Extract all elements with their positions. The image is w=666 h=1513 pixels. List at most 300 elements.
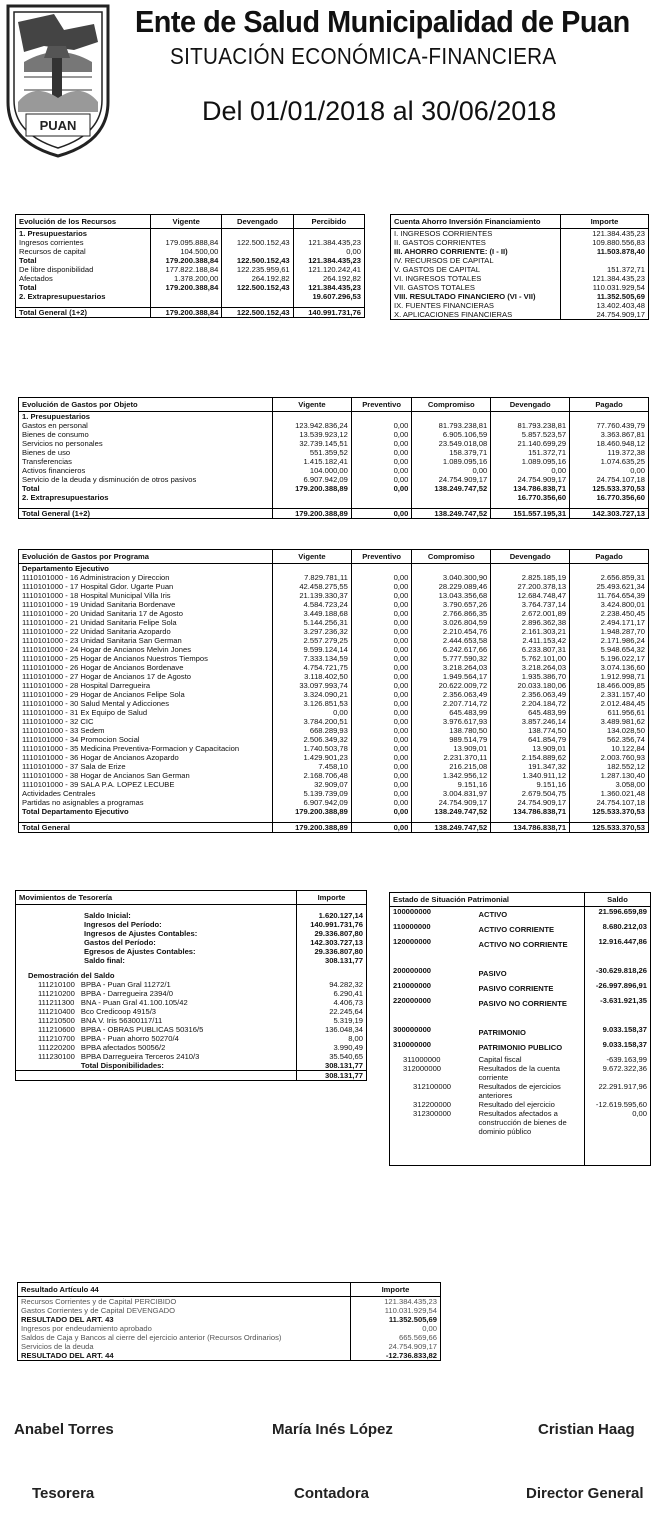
table-row [16,989,367,998]
table-row [16,947,367,956]
table-cell: BPBA - Puan ahorro 50270/4 [80,1033,179,1043]
col-header: Saldo [585,893,651,907]
table-cell: 18.466.009,85 [570,681,649,690]
table-cell: Resultados de ejercicios anteriores [478,1081,561,1100]
table-cell: 10.122,84 [570,744,649,753]
table-row [19,582,649,591]
table-cell: 24.754.107,18 [570,475,649,484]
col-header: Vigente [273,550,352,564]
table-cell: 1110101000 - 31 Ex Equipo de Salud [22,708,148,717]
table-cell: 0,00 [351,609,411,618]
table-cell: 3.218.264,03 [412,663,491,672]
table-cell: Departamento Ejecutivo [22,564,109,573]
table-cell: 20.622.009,72 [412,681,491,690]
table-cell: 2.356.063,49 [412,690,491,699]
table-cell: 21.596.659,89 [585,907,651,922]
table-cell: 1110101000 - 27 Hogar de Ancianos 17 de Agosto [22,672,192,681]
table-cell: 1110101000 - 24 Hogar de Ancianos Melvin Jones [22,645,192,654]
table-cell: 25.493.621,34 [570,582,649,591]
table-cell: Ingresos de Ajustes Contables: [84,928,198,938]
table-cell: 0,00 [351,654,411,663]
table-cell: 1110101000 - 39 SALA P.A. LOPEZ LECUBE [22,780,175,789]
table-cell: 142.303.727,13 [297,938,367,947]
table-cell [491,564,570,574]
table-cell: BPBA - Puan Gral 11272/1 [80,979,171,989]
table-cell: 121.384.435,23 [293,256,364,265]
col-header: Vigente [273,398,352,412]
table-cell: 8.680.212,03 [585,922,651,937]
table-cell: 3.790.657,26 [412,600,491,609]
table-cell: 1110101000 - 20 Unidad Sanitaria 17 de Agosto [22,609,183,618]
signature-name: Anabel Torres [14,1421,114,1438]
table-row [391,292,649,301]
signature-role: Tesorera [32,1485,95,1502]
table-cell: 0,00 [351,600,411,609]
table-cell: 111210400 [38,1006,75,1016]
table-cell [476,952,585,966]
col-header: Devengado [491,550,570,564]
table-cell: 0,00 [351,735,411,744]
table-row [16,1052,367,1061]
municipal-crest-logo [4,2,112,160]
col-header: Importe [351,1283,441,1297]
col-header: Devengado [222,215,293,229]
table-row [16,307,365,317]
table-cell: 1110101000 - 38 Hogar de Ancianos San German [22,771,190,780]
table-cell: 2.557.279,25 [273,636,352,645]
col-header: Compromiso [412,550,491,564]
table-cell: 0,00 [351,421,411,430]
table-cell: -26.997.896,91 [585,981,651,996]
table-row [391,229,649,239]
table-cell: 35.540,65 [297,1052,367,1061]
table-cell: Ingresos corrientes [19,238,84,247]
table-row [16,929,367,938]
table-cell: 312100000 [413,1081,452,1091]
table-row [19,753,649,762]
table-cell: 179.200.388,89 [273,822,352,832]
table-cell: 1110101000 - 21 Unidad Sanitaria Felipe Sola [22,618,177,627]
table-row [19,600,649,609]
table-row [19,430,649,439]
table-cell: 111210500 [38,1015,75,1025]
table-cell [585,1136,651,1166]
table-row [19,654,649,663]
table-cell: Gastos en personal [22,421,88,430]
table-cell: 665.569,66 [351,1333,441,1342]
table-cell: 216.215,08 [412,762,491,771]
table-cell: 21.139.330,37 [273,591,352,600]
table-cell: 28.229.089,46 [412,582,491,591]
table-cell: 0,00 [585,1109,651,1136]
table-cell: 125.533.370,53 [570,807,649,816]
table-cell: 24.754.909,17 [491,798,570,807]
table-row [16,956,367,965]
col-header: Movimientos de Tesorería [16,891,297,905]
table-cell: 0,00 [351,475,411,484]
table-cell: BNA - Puan Gral 41.100.105/42 [80,997,188,1007]
table-cell: 110000000 [393,921,431,931]
table-cell: 125.533.370,53 [570,484,649,493]
table-cell: 0,00 [351,448,411,457]
table-cell: 2. Extrapresupuestarios [22,493,109,502]
table-cell: 2.494.171,17 [570,618,649,627]
table-cell: 1.089.095,16 [491,457,570,466]
table-row [390,1011,651,1025]
table-row [16,1061,367,1071]
table-cell: Total Departamento Ejecutivo [22,807,129,816]
table-row [391,274,649,283]
table-cell: 9.033.158,37 [585,1040,651,1055]
table-row [19,627,649,636]
table-cell: 0,00 [351,789,411,798]
table-cell [390,952,476,966]
table-row [16,247,365,256]
table-cell: 3.026.804,59 [412,618,491,627]
table-cell [273,412,352,422]
table-cell: 2.331.157,40 [570,690,649,699]
table-row [390,952,651,966]
table-cell: 0,00 [351,582,411,591]
col-header: Cuenta Ahorro Inversión Financiamiento [391,215,561,229]
table-cell: 120000000 [393,936,432,946]
table-cell: 179.095.888,84 [151,238,222,247]
table-row [19,771,649,780]
table-cell: Bienes de consumo [22,430,89,439]
col-header: Preventivo [351,398,411,412]
table-cell: Transferencias [22,457,72,466]
table-cell: 5.762.101,00 [491,654,570,663]
table-cell: III. AHORRO CORRIENTE: (I - II) [394,247,508,256]
table-cell: 0,00 [351,618,411,627]
table-cell: 1.740.503,78 [273,744,352,753]
table-row [16,1007,367,1016]
table-cell: 22.291.917,96 [585,1082,651,1100]
table-row [16,920,367,929]
table-cell: 0,00 [273,708,352,717]
table-cell: 122.500.152,43 [222,283,293,292]
table-cell: 3.976.617,93 [412,717,491,726]
table-cell: 9.151,16 [412,780,491,789]
table-row [18,1324,441,1333]
table-row [18,1342,441,1351]
table-cell: Resultados afectados a construcción de bienes de dominio público [478,1108,567,1136]
table-cell: 308.131,77 [297,956,367,965]
table-cell: 220000000 [393,995,432,1005]
table-row [19,822,649,832]
table-cell: 121.384.435,23 [561,229,649,239]
table-cell: Capital fiscal [478,1054,522,1064]
table-cell: Demostración del Saldo [28,970,115,980]
table-cell: 6.907.942,09 [273,798,352,807]
table-cell: 138.780,50 [412,726,491,735]
table-cell: 111220200 [38,1042,75,1052]
table-cell: 24.754.909,17 [412,798,491,807]
table-cell [390,1011,476,1025]
table-cell: 1.912.998,71 [570,672,649,681]
table-cell: 3.118.402,50 [273,672,352,681]
table-cell: 111211300 [38,997,75,1007]
table-cell: 24.754.909,17 [351,1342,441,1351]
table-cell: 989.514,79 [412,735,491,744]
table-cell: 111210100 [38,979,75,989]
table-cell: 551.359,52 [273,448,352,457]
table-cell: 16.770.356,60 [570,493,649,502]
table-cell: 1.620.127,14 [297,911,367,920]
table-row [390,1055,651,1064]
table-cell: 2.168.706,48 [273,771,352,780]
table-row [390,996,651,1011]
table-cell: 1110101000 - 18 Hospital Municipal Villa Iris [22,591,171,600]
table-cell: PASIVO CORRIENTE [478,983,554,993]
table-cell: Saldo Inicial: [84,910,131,920]
table-row [16,938,367,947]
table-cell: 121.384.435,23 [293,238,364,247]
table-row [390,1040,651,1055]
crest-label: PUAN [39,118,77,133]
table-cell: RESULTADO DEL ART. 43 [21,1315,114,1324]
table-cell: 0,00 [351,690,411,699]
table-row [19,807,649,816]
table-cell: 12.916.447,86 [585,937,651,952]
table-cell: 0,00 [351,798,411,807]
table-cell: 20.033.180,06 [491,681,570,690]
table-cell: 645.483,99 [412,708,491,717]
table-cell: 11.764.654,39 [570,591,649,600]
table-cell: PASIVO NO CORRIENTE [478,998,567,1008]
table-cell: 611.956,61 [570,708,649,717]
table-cell: 1110101000 - 36 Hogar de Ancianos Azopardo [22,753,179,762]
table-cell: 6.905.106,59 [412,430,491,439]
table-cell: 1110101000 - 28 Hospital Darregueira [22,681,151,690]
table-cell: 2.672.001,89 [491,609,570,618]
table-cell [390,1136,476,1166]
table-cell: 1110101000 - 37 Sala de Erize [22,762,126,771]
col-header: Compromiso [412,398,491,412]
table-row [19,726,649,735]
table-row [16,265,365,274]
signature-name: María Inés López [272,1421,393,1438]
table-row [391,247,649,256]
table-row [19,636,649,645]
table-row [19,681,649,690]
table-row [391,256,649,265]
table-cell: 111210700 [38,1033,75,1043]
table-cell: 1110101000 - 26 Hogar de Ancianos Bordenave [22,663,184,672]
table-cell: 1110101000 - 22 Unidad Sanitaria Azopardo [22,627,171,636]
table-cell: 81.793.238,81 [491,421,570,430]
table-cell: 2.679.504,75 [491,789,570,798]
table-cell: Servicio de la deuda y disminución de otros pasivos [22,475,197,484]
table-row [18,1297,441,1307]
table-row [19,493,649,502]
table-cell: BPBA - OBRAS PUBLICAS 50316/5 [80,1024,204,1034]
table-row [16,971,367,980]
table-cell: 0,00 [351,807,411,816]
table-cell: 151.557.195,31 [491,508,570,518]
table-cell [585,952,651,966]
table-cell [476,1011,585,1025]
table-cell [561,256,649,265]
col-header: Percibido [293,215,364,229]
table-cell: 4.754.721,75 [273,663,352,672]
table-row [19,780,649,789]
table-cell: 16.770.356,60 [491,493,570,502]
table-cell: 2.204.184,72 [491,699,570,708]
table-cell: 7.458,10 [273,762,352,771]
table-cell: 2.161.303,21 [491,627,570,636]
table-cell: 3.040.300,90 [412,573,491,582]
col-header: Estado de Situación Patrimonial [390,893,585,907]
table-cell: Total General [19,822,273,832]
table-cell: 179.200.388,84 [151,283,222,292]
table-row [19,672,649,681]
col-header: Evolución de Gastos por Programa [19,550,273,564]
table-cell [16,1061,78,1071]
table-cell: Total [22,484,40,493]
table-cell: 104.000,00 [273,466,352,475]
col-header: Vigente [151,215,222,229]
table-cell: 9.033.158,37 [585,1025,651,1040]
table-cell: 2.012.484,45 [570,699,649,708]
table-cell: 1.378.200,00 [151,274,222,283]
table-cell: Total General (1+2) [16,307,151,317]
table-cell: ACTIVO CORRIENTE [478,924,555,934]
table-cell: 1.340.911,12 [491,771,570,780]
table-cell: II. GASTOS CORRIENTES [394,238,486,247]
table-row [16,1016,367,1025]
table-cell: 7.333.134,59 [273,654,352,663]
table-cell: 5.144.256,31 [273,618,352,627]
table-cell: 2.238.450,45 [570,609,649,618]
table-row [19,699,649,708]
table-cell [585,1011,651,1025]
table-cell: 24.754.909,17 [412,475,491,484]
table-cell [151,229,222,239]
table-cell: 13.539.923,12 [273,430,352,439]
table-cell: 0,00 [351,780,411,789]
table-cell: 2.003.760,93 [570,753,649,762]
table-cell: 1110101000 - 29 Hogar de Ancianos Felipe Sola [22,690,185,699]
table-cell: ACTIVO NO CORRIENTE [478,939,568,949]
table-cell: BPBA Darregueira Terceros 2410/3 [80,1051,200,1061]
table-cell: 13.909,01 [412,744,491,753]
table-cell: 5.857.523,57 [491,430,570,439]
table-cell: 3.449.188,68 [273,609,352,618]
table-cell: 3.489.981,62 [570,717,649,726]
table-cell: 0,00 [351,753,411,762]
table-cell: 177.822.188,84 [151,265,222,274]
table-cell: 1110101000 - 25 Hogar de Ancianos Nuestros Tiempos [22,654,208,663]
table-cell: 3.126.851,53 [273,699,352,708]
table-cell: 0,00 [351,771,411,780]
table-row [16,980,367,989]
table-cell: PASIVO [478,968,507,978]
table-cell: 179.200.388,89 [273,807,352,816]
table-row [19,717,649,726]
table-cell: 110.031.929,54 [351,1306,441,1315]
table-cell: 1110101000 - 30 Salud Mental y Adicciones [22,699,170,708]
table-cell [222,292,293,301]
table-cell: 6.290,41 [297,989,367,998]
signature-role: Contadora [294,1485,369,1502]
table-cell: 300000000 [393,1024,432,1034]
table-cell: 24.754.107,18 [570,798,649,807]
table-cell: 123.942.836,24 [273,421,352,430]
table-cell: 2.411.153,42 [491,636,570,645]
table-cell: 310000000 [393,1039,432,1049]
table-cell: 121.384.435,23 [561,274,649,283]
table-cell: -12.736.833,82 [351,1351,441,1361]
table-cell: 111210200 [38,988,75,998]
table-row [19,508,649,518]
table-cell: 122.500.152,43 [222,256,293,265]
table-cell: -639.163,99 [585,1055,651,1064]
table-row [16,256,365,265]
table-cell: 121.120.242,41 [293,265,364,274]
table-cell: 1110101000 - 16 Administracion y Direccion [22,573,170,582]
table-cell: 1110101000 - 35 Medicina Preventiva-Formacion y Capacitacion [22,744,240,753]
table-row [16,1034,367,1043]
table-row [18,1333,441,1342]
table-cell: 7.829.781,11 [273,573,352,582]
table-cell: 24.754.909,17 [561,310,649,320]
table-cell: Activos financieros [22,466,86,475]
col-header: Pagado [570,398,649,412]
table-cell: 140.991.731,76 [297,920,367,929]
table-cell: Partidas no asignables a programas [22,798,144,807]
table-row [19,798,649,807]
table-cell: 2.825.185,19 [491,573,570,582]
table-cell: 122.500.152,43 [222,238,293,247]
table-cell: 122.500.152,43 [222,307,293,317]
table-cell: 0,00 [351,681,411,690]
table-cell: Gastos Corrientes y de Capital DEVENGADO [21,1306,176,1315]
table-cell: 562.356,74 [570,735,649,744]
table-cell: 0,00 [351,744,411,753]
table-cell: 109.880.556,83 [561,238,649,247]
table-row [19,735,649,744]
table-cell: 2.656.859,31 [570,573,649,582]
col-header: Devengado [491,398,570,412]
table-cell: 125.533.370,53 [570,822,649,832]
table-cell: 13.909,01 [491,744,570,753]
table-cell: 0,00 [351,699,411,708]
table-cell: -12.619.595,60 [585,1100,651,1109]
table-cell [222,229,293,239]
col-header: Importe [297,891,367,905]
table-cell: 0,00 [351,717,411,726]
table-row [390,937,651,952]
table-cell: 33.097.993,74 [273,681,352,690]
table-cell: 1.415.182,41 [273,457,352,466]
table-cell: VIII. RESULTADO FINANCIERO (VI - VII) [394,292,536,301]
table-cell: 100000000 [393,907,432,916]
table-cell: 32.909,07 [273,780,352,789]
table-cell: 29.336.807,80 [297,929,367,938]
table-cell: 32.739.145,51 [273,439,352,448]
table-cell: V. GASTOS DE CAPITAL [394,265,480,274]
table-cell: 4.406,73 [297,998,367,1007]
signature-name: Cristian Haag [538,1421,635,1438]
table-cell: 1.287.130,40 [570,771,649,780]
table-cell: 122.235.959,61 [222,265,293,274]
table-cell: 5.777.590,32 [412,654,491,663]
table-cell: 645.483,99 [491,708,570,717]
table-cell: 5.948.654,32 [570,645,649,654]
table-cell: 6.242.617,66 [412,645,491,654]
table-cell: I. INGRESOS CORRIENTES [394,229,493,238]
